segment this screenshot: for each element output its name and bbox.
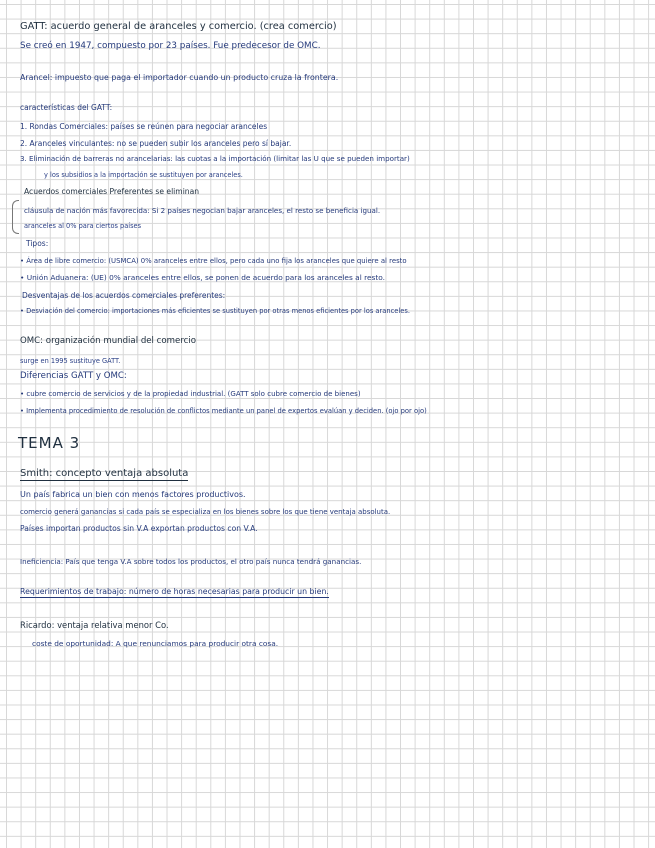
coste-oportunidad: coste de oportunidad: A que renunciamos para producir otra cosa. <box>32 639 279 648</box>
clausula-nacion-favorecida: cláusula de nación más favorecida: Si 2 países negocian bajar aranceles, el resto se beneficia igual. <box>24 206 381 215</box>
diferencia-2: • Implementa procedimiento de resolución de conflictos mediante un panel de expertos evalúan y deciden. (ojo por ojo) <box>20 406 427 415</box>
desventajas-heading: Desventajas de los acuerdos comerciales preferentes: <box>22 291 226 300</box>
gatt-title: GATT: acuerdo general de aranceles y comercio. (crea comercio) <box>20 21 337 32</box>
tema-3-heading: TEMA 3 <box>18 434 81 452</box>
caracteristicas-heading: características del GATT: <box>20 103 113 112</box>
smith-line-1: Un país fabrica un bien con menos factores productivos. <box>20 490 246 499</box>
smith-line-3: Países importan productos sin V.A exportan productos con V.A. <box>20 524 258 533</box>
caracteristica-3: 3. Eliminación de barreras no arancelarias: las cuotas a la importación (limitar las U que se pueden importar) <box>20 154 410 163</box>
smith-line-2: comercio generá ganancias si cada país se especializa en los bienes sobre los que tiene ventaja absoluta. <box>20 507 391 516</box>
requerimientos-trabajo: Requerimientos de trabajo: número de horas necesarias para producir un bien. <box>20 587 329 596</box>
ricardo-heading: Ricardo: ventaja relativa menor Co. <box>20 620 169 630</box>
caracteristica-1: 1. Rondas Comerciales: países se reúnen para negociar aranceles <box>20 122 268 131</box>
arancel-definition: Arancel: impuesto que paga el importador cuando un producto cruza la frontera. <box>20 72 339 82</box>
desviacion-comercio: • Desviación del comercio: importaciones más eficientes se sustituyen por otras menos eficientes por los aranceles. <box>20 307 410 315</box>
tipo-union-aduanera: • Unión Aduanera: (UE) 0% aranceles entre ellos, se ponen de acuerdo para los aranceles al resto. <box>20 273 386 282</box>
smith-heading: Smith: concepto ventaja absoluta <box>20 468 189 479</box>
gatt-created: Se creó en 1947, compuesto por 23 países. Fue predecesor de OMC. <box>20 41 321 51</box>
omc-title: OMC: organización mundial del comercio <box>20 336 197 346</box>
acuerdos-preferentes: Acuerdos comerciales Preferentes se eliminan <box>24 187 200 196</box>
caracteristica-2: 2. Aranceles vinculantes: no se pueden subir los aranceles pero sí bajar. <box>20 139 292 148</box>
tipo-libre-comercio: • Área de libre comercio: (USMCA) 0% aranceles entre ellos, pero cada uno fija los aranceles que quiere al resto <box>20 256 407 265</box>
diferencia-1: • cubre comercio de servicios y de la propiedad industrial. (GATT solo cubre comercio de bienes) <box>20 389 361 398</box>
clausula-cont: aranceles al 0% para ciertos países <box>24 222 142 230</box>
caracteristica-3-cont: y los subsidios a la importación se sustituyen por aranceles. <box>44 171 243 179</box>
tipos-heading: Tipos: <box>26 239 49 248</box>
ineficiencia: Ineficiencia: País que tenga V.A sobre todos los productos, el otro país nunca tendrá ganancias. <box>20 557 362 566</box>
diferencias-heading: Diferencias GATT y OMC: <box>20 371 127 381</box>
bracket-mark <box>12 200 19 234</box>
omc-surge: surge en 1995 sustituye GATT. <box>20 357 121 365</box>
